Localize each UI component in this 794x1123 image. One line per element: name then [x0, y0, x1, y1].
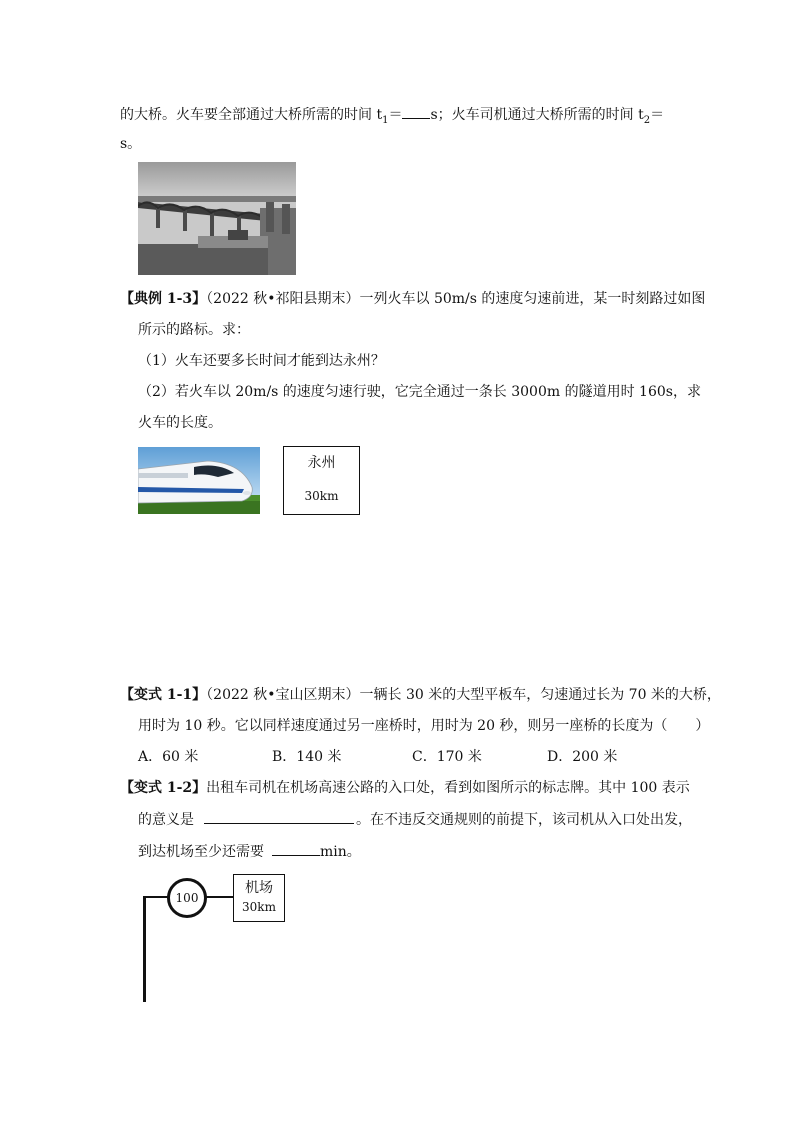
answer-blank-t1[interactable] [402, 104, 430, 119]
variant-1-1-line-2 [138, 716, 709, 736]
sign-bar-right [205, 896, 234, 898]
text-segment: （2）若火车以 20m/s 的速度匀速行驶，它完全通过一条长 3000m 的隧道用时 160s，求 [138, 384, 701, 400]
text-segment: min。 [320, 844, 361, 860]
speed-limit-value: 100 [175, 891, 199, 905]
sign-bar-left [143, 896, 168, 898]
text-segment: 到达机场至少还需要 [138, 844, 264, 860]
option-a[interactable] [138, 747, 198, 767]
text-segment: s。 [120, 136, 142, 152]
speed-limit-sign [167, 878, 207, 918]
option-label: A．60 米 [138, 749, 199, 765]
option-label: D．200 米 [547, 749, 618, 765]
yongzhou-road-sign [283, 446, 360, 515]
answer-blank-minutes[interactable] [272, 841, 320, 856]
variant-1-2-line-2 [138, 809, 692, 830]
variant-1-2-line-3 [138, 841, 361, 862]
text-segment: 所示的路标。求： [138, 322, 250, 338]
example-1-3-line-1 [120, 289, 705, 309]
example-1-3-q2-line-1 [138, 382, 701, 402]
subscript: 1 [382, 114, 389, 126]
text-segment: s；火车司机通过大桥所需的时间 t [430, 107, 644, 123]
option-label: B．140 米 [272, 749, 342, 765]
text-segment: 。在不违反交通规则的前提下，该司机从入口处出发， [356, 812, 692, 828]
option-d[interactable] [547, 747, 617, 767]
example-1-3-line-2 [138, 320, 250, 340]
text-segment: （2022 秋•宝山区期末）一辆长 30 米的大型平板车，匀速通过长为 70 米的大桥， [206, 687, 721, 703]
text-segment: 出租车司机在机场高速公路的入口处，看到如图所示的标志牌。其中 100 表示 [206, 780, 690, 796]
text-segment: ＝ [388, 107, 403, 123]
bridge-photo-image [138, 162, 296, 275]
option-label: C．170 米 [412, 749, 482, 765]
sign-distance: 30km [242, 900, 276, 914]
variant-tag: 【变式 1-1】 [120, 687, 207, 703]
option-c[interactable] [412, 747, 482, 767]
text-segment: （2022 秋•祁阳县期末）一列火车以 50m/s 的速度匀速前进，某一时刻路过如图 [206, 291, 706, 307]
option-b[interactable] [272, 747, 341, 767]
text-segment: ＝ [650, 107, 665, 123]
train-photo-image [138, 447, 260, 514]
sign-city-name: 永州 [307, 455, 336, 471]
airport-distance-sign [233, 874, 285, 922]
sign-pole [143, 897, 146, 1002]
example-1-3-q1 [138, 351, 385, 371]
answer-blank-meaning[interactable] [204, 809, 354, 824]
example-tag: 【典例 1-3】 [120, 291, 207, 307]
text-segment: 用时为 10 秒。它以同样速度通过另一座桥时，用时为 20 秒，则另一座桥的长度为（ ） [138, 718, 710, 734]
variant-tag: 【变式 1-2】 [120, 780, 207, 796]
text-segment: 的意义是 [138, 812, 194, 828]
text-segment: 火车的长度。 [138, 415, 222, 431]
top-line-1 [120, 104, 664, 131]
bridge-photo [138, 162, 296, 275]
variant-1-1-line-1 [120, 685, 721, 705]
example-1-3-q2-line-2 [138, 413, 222, 433]
sign-distance: 30km [304, 489, 339, 503]
subscript: 2 [643, 114, 651, 126]
text-segment: （1）火车还要多长时间才能到达永州？ [138, 353, 385, 369]
sign-place-name: 机场 [245, 880, 273, 896]
variant-1-2-line-1 [120, 778, 690, 798]
top-line-2 [120, 134, 141, 154]
train-photo [138, 447, 260, 514]
text-segment: 的大桥。火车要全部通过大桥所需的时间 t [120, 107, 383, 123]
